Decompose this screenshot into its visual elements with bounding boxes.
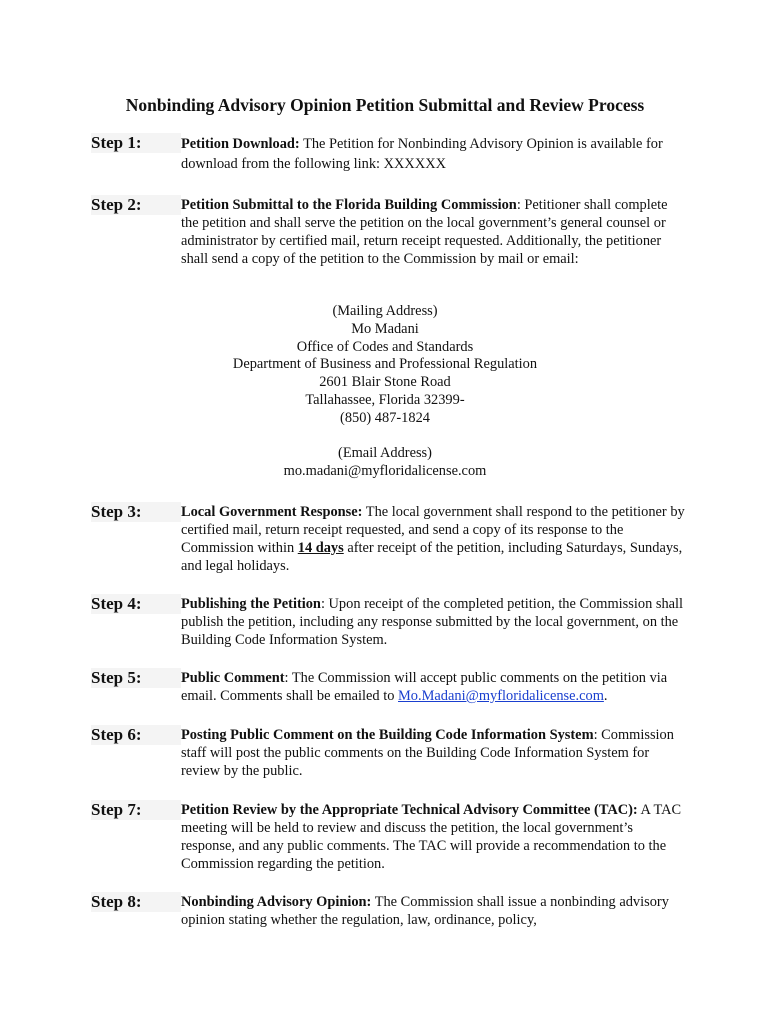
contact-name: Mo Madani bbox=[351, 320, 419, 337]
email-link[interactable]: Mo.Madani@myfloridalicense.com bbox=[398, 688, 604, 704]
step-label: Step 5: bbox=[91, 668, 181, 688]
step-label: Step 8: bbox=[91, 892, 181, 912]
step-text: The local government shall respond to the petitioner by certified mail, return receipt requested, and send a copy of its response to the Commission within bbox=[181, 504, 685, 556]
step-text: after receipt of the petition, including Saturdays, Sundays, and legal holidays. bbox=[181, 540, 683, 574]
step-heading: Petition Review by the Appropriate Technical Advisory Committee (TAC): bbox=[181, 802, 638, 818]
step-text: . bbox=[603, 688, 608, 704]
step-label: Step 1: bbox=[91, 133, 181, 153]
step-body bbox=[181, 595, 686, 649]
mailing-address-heading: (Mailing Address) bbox=[332, 303, 438, 319]
step-heading: Local Government Response: bbox=[181, 504, 363, 520]
email-address: mo.madani@myfloridalicense.com bbox=[283, 463, 487, 480]
step-label: Step 3: bbox=[91, 502, 181, 522]
step-text: : The Commission will accept public comments on the petition via email. Comments shall be emailed to bbox=[181, 670, 668, 704]
step-label: Step 6: bbox=[91, 725, 181, 745]
step-body bbox=[181, 503, 686, 575]
step-body bbox=[181, 134, 686, 174]
step-body bbox=[181, 669, 686, 705]
city-state-zip: Tallahassee, Florida 32399- bbox=[305, 391, 465, 408]
step-text: : Upon receipt of the completed petition, the Commission shall publish the petition, including any response submitted by the local government, on the Building Code Information System. bbox=[181, 596, 684, 648]
page-title: Nonbinding Advisory Opinion Petition Submittal and Review Process bbox=[125, 95, 645, 115]
step-heading: Petition Download: bbox=[181, 136, 300, 152]
step-label: Step 7: bbox=[91, 800, 181, 820]
email-address-heading: (Email Address) bbox=[338, 445, 432, 462]
step-label: Step 4: bbox=[91, 594, 181, 614]
step-heading: Petition Submittal to the Florida Building Commission bbox=[181, 197, 517, 213]
commission-address bbox=[0, 303, 770, 481]
step-label: Step 2: bbox=[91, 195, 181, 215]
phone-number: (850) 487-1824 bbox=[340, 409, 430, 426]
department-name: Department of Business and Professional Regulation bbox=[232, 356, 538, 373]
step-body bbox=[181, 801, 686, 873]
office-name: Office of Codes and Standards bbox=[296, 338, 474, 355]
step-text: The Commission shall issue a nonbinding advisory opinion stating whether the regulation, law, ordinance, policy, bbox=[181, 894, 669, 928]
step-body bbox=[181, 726, 686, 780]
step-text: The Petition for Nonbinding Advisory Opinion is available for download from the following link: XXXXXX bbox=[181, 136, 663, 172]
step-heading: Nonbinding Advisory Opinion: bbox=[181, 894, 372, 910]
step-body bbox=[181, 196, 686, 268]
step-heading: Public Comment bbox=[181, 670, 285, 686]
step-text: : Commission staff will post the public comments on the Building Code Information System for review by the public. bbox=[181, 727, 674, 779]
step-heading: Posting Public Comment on the Building Code Information System bbox=[181, 727, 594, 743]
deadline-emphasis: 14 days bbox=[297, 540, 344, 556]
street-address: 2601 Blair Stone Road bbox=[319, 374, 451, 391]
step-text: A TAC meeting will be held to review and discuss the petition, the local government’s response, and any public comments. The TAC will provide a recommendation to the Commission regarding the petition. bbox=[181, 802, 682, 872]
step-text: : Petitioner shall complete the petition and shall serve the petition on the local government’s general counsel or administrator by certified mail, return receipt requested. Additionally, the petitioner shall send a copy of the petition to the Commission by mail or email: bbox=[181, 197, 668, 267]
step-body bbox=[181, 893, 686, 929]
step-heading: Publishing the Petition bbox=[181, 596, 321, 612]
